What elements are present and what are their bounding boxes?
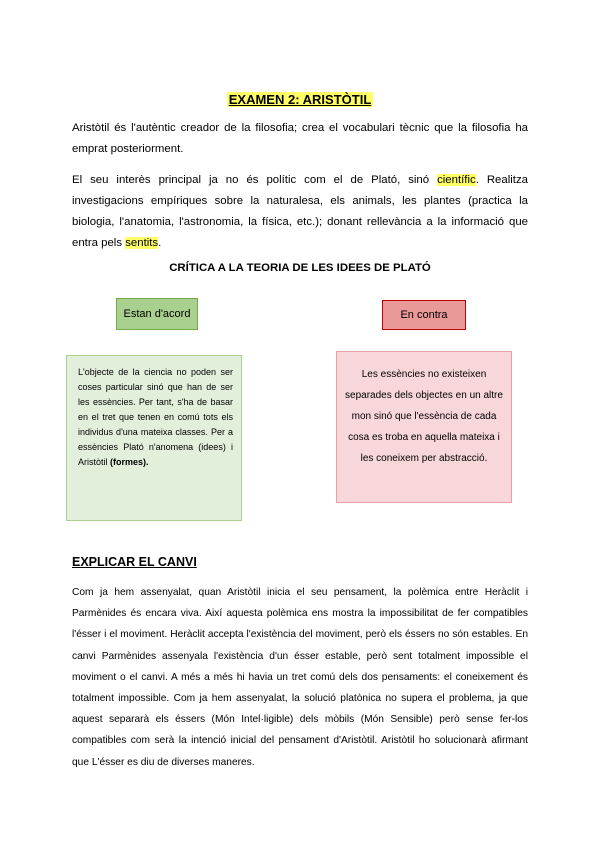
intro-paragraph-1: Aristòtil és l'autèntic creador de la filosofia; crea el vocabulari tècnic que la filosofia ha emprat posteriorment. bbox=[72, 122, 528, 155]
intro-paragraph-2: El seu interès principal ja no és polític com el de Plató, sinó científic. Realitza investigacions empíriques sobre la naturalesa, els animals, les plantes (practica la biologia, l'anatomia, l'astronomia, la física, etc.); donant rellevància a la informació que entra pels sentits. bbox=[72, 174, 528, 249]
highlight-scientific: científic bbox=[437, 174, 476, 186]
critique-heading: CRÍTICA A LA TEORIA DE LES IDEES DE PLATÓ bbox=[169, 262, 431, 274]
change-paragraph: Com ja hem assenyalat, quan Aristòtil inicia el seu pensament, la polèmica entre Heràclit i Parmènides és encara viva. Així aquesta polèmica ens mostra la impossibilitat de fer compatibles l'ésser i el moviment. Heràclit accepta l'existència del moviment, però els éssers no són estables. En canvi Parmènides assenyala l'existència d'un ésser estable, però sent totalment impossible el moviment o el canvi. A més a més hi havia un tret comú dels dos pensaments: el coneixement és totalment impossible. Com ja hem assenyalat, la solució platònica no supera el problema, ja que aquest separarà els éssers (Món Intel·ligible) dels mòbils (Món Sensible) però sense fer-los compatibles com serà la intenció inicial del pensament d'Aristòtil. Aristòtil ho solucionarà afirmant que L'ésser es diu de diverses maneres. bbox=[72, 587, 528, 768]
against-label: En contra bbox=[382, 300, 466, 330]
highlight-senses: sentits bbox=[125, 237, 159, 249]
agree-label: Estan d'acord bbox=[116, 298, 198, 330]
change-heading: EXPLICAR EL CANVI bbox=[72, 555, 197, 569]
agree-box: L'objecte de la ciencia no poden ser coses particular sinó que han de ser les essències. Per tant, s'ha de basar en el tret que tenen en comú tots els individus d'una mateixa classes. Per a essències Plató n'anomena (idees) i Aristòtil (formes). bbox=[66, 355, 242, 521]
agree-bold-term: (formes). bbox=[110, 457, 149, 467]
page-title: EXAMEN 2: ARISTÒTIL bbox=[228, 92, 372, 107]
against-box: Les essències no existeixen separades dels objectes en un altre mon sinó que l'essència de cada cosa es troba en aquella mateixa i les coneixem per abstracció. bbox=[336, 351, 512, 503]
